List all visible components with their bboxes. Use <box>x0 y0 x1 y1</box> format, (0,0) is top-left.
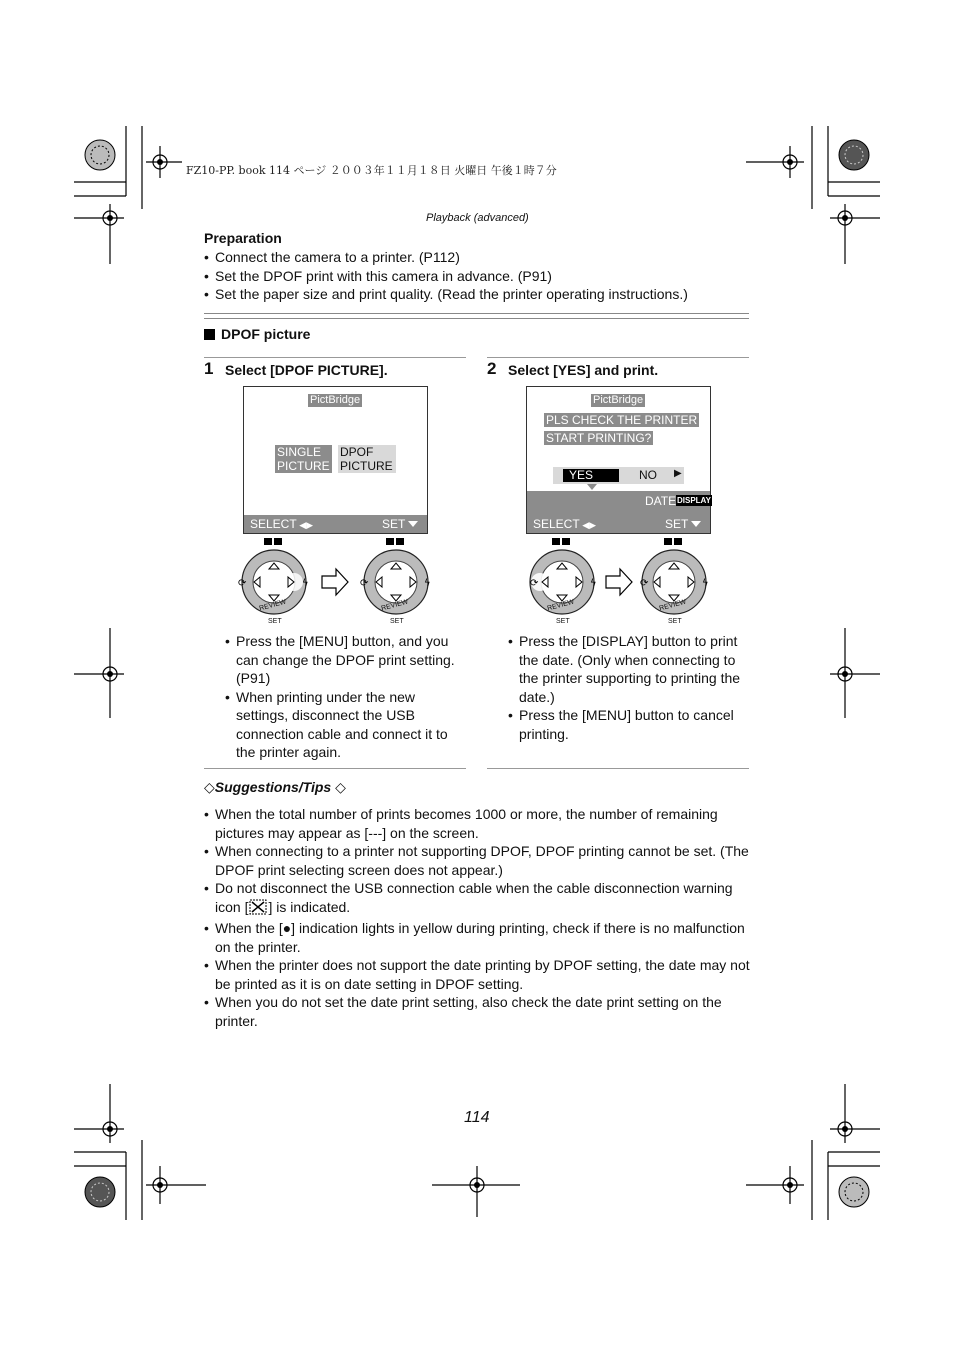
diamond-outline-icon: ◇ <box>204 779 215 795</box>
tips-title: ◇Suggestions/Tips ◇ <box>204 779 346 795</box>
svg-text:ϟ: ϟ <box>590 578 597 589</box>
message-check-printer: PLS CHECK THE PRINTER <box>546 413 698 427</box>
review-label: REVIEW <box>658 598 688 613</box>
review-label: REVIEW <box>258 598 288 613</box>
set-label: SET <box>665 517 701 531</box>
date-label: DATE <box>645 494 677 508</box>
no-option[interactable]: NO <box>639 468 657 482</box>
list-item: • When the total number of prints becomes 1000 or more, the number of remaining pictures may appear as [---] on the screen. <box>204 805 752 842</box>
triangle-right-icon: ▶ <box>674 468 682 479</box>
message-start-printing: START PRINTING? <box>546 431 652 445</box>
triangle-down-icon <box>587 484 597 490</box>
triangle-down-icon <box>691 521 701 527</box>
dial-diagram-step2 <box>524 536 720 630</box>
list-item: • Press the [MENU] button, and you can change the DPOF print setting. (P91) <box>225 632 466 688</box>
set-label: SET <box>390 618 404 625</box>
list-item: • When the [●] indication lights in yellow during printing, check if there is no malfunction on the printer. <box>204 919 752 956</box>
option-single-picture[interactable]: SINGLE PICTURE <box>275 445 332 473</box>
svg-text:ϟ: ϟ <box>424 578 431 589</box>
step-title: Select [YES] and print. <box>508 362 659 378</box>
preparation-title: Preparation <box>204 230 282 246</box>
svg-text:⟳: ⟳ <box>530 578 539 589</box>
step-number: 1 <box>204 359 214 378</box>
step2-notes <box>508 632 749 743</box>
select-label: SELECT ◀▶ <box>250 517 314 531</box>
section-title <box>204 326 310 342</box>
preparation-list <box>204 248 749 304</box>
list-item: • When you do not set the date print setting, also check the date print setting on the printer. <box>204 993 752 1030</box>
set-label: SET <box>556 618 570 625</box>
svg-text:⟳: ⟳ <box>238 578 247 589</box>
arrow-right-icon <box>322 569 348 595</box>
section-title-text: DPOF picture <box>221 326 311 342</box>
list-item: • Do not disconnect the USB connection cable when the cable disconnection warning icon [ ] is indicated. <box>204 879 752 919</box>
select-label: SELECT ◀▶ <box>533 517 597 531</box>
list-item: • Set the DPOF print with this camera in advance. (P91) <box>204 267 749 286</box>
set-label: SET <box>382 517 418 531</box>
list-item: • When the printer does not support the date printing by DPOF setting, the date may not be printed as it is on date setting in DPOF setting. <box>204 956 752 993</box>
screen-bottom-bar <box>527 515 710 533</box>
set-label: SET <box>268 618 282 625</box>
list-item: • Press the [DISPLAY] button to print the date. (Only when connecting to the printer supporting to printing the date.) <box>508 632 749 706</box>
divider <box>204 357 466 358</box>
step-number: 2 <box>487 359 497 378</box>
svg-text:⟳: ⟳ <box>640 578 649 589</box>
dial-diagram-step1 <box>236 536 432 630</box>
divider <box>487 357 749 358</box>
lcd-screen-step2 <box>526 386 711 534</box>
running-head: Playback (advanced) <box>426 212 529 224</box>
date-bar <box>527 491 710 515</box>
list-item: • When printing under the new settings, disconnect the USB connection cable and connect it to the printer again. <box>225 688 466 762</box>
list-item: • Set the paper size and print quality. (Read the printer operating instructions.) <box>204 285 749 304</box>
tips-list <box>204 805 752 1030</box>
triangle-down-icon <box>408 521 418 527</box>
pictbridge-tag: PictBridge <box>310 394 361 406</box>
svg-text:ϟ: ϟ <box>302 578 309 589</box>
left-right-arrows-icon: ◀▶ <box>296 520 314 530</box>
cable-disconnect-warning-icon <box>249 899 267 920</box>
display-button-icon: DISPLAY <box>677 496 711 505</box>
review-label: REVIEW <box>546 598 576 613</box>
set-label: SET <box>668 618 682 625</box>
divider <box>487 768 749 769</box>
yes-option[interactable]: YES <box>563 469 619 482</box>
pictbridge-tag: PictBridge <box>593 394 644 406</box>
lcd-screen-step1 <box>243 386 428 534</box>
step-title: Select [DPOF PICTURE]. <box>225 362 388 378</box>
divider <box>204 313 749 314</box>
square-bullet-icon <box>204 329 215 340</box>
divider <box>204 768 466 769</box>
left-right-arrows-icon: ◀▶ <box>579 520 597 530</box>
list-item: • Press the [MENU] button to cancel printing. <box>508 706 749 743</box>
screen-bottom-bar <box>244 515 427 533</box>
arrow-right-icon <box>606 569 632 595</box>
list-item: • Connect the camera to a printer. (P112) <box>204 248 749 267</box>
option-dpof-picture[interactable]: DPOF PICTURE <box>338 445 396 473</box>
book-info-header: FZ10-PP. book 114 ページ ２００３年１１月１８日 火曜日 午後１時７分 <box>186 164 557 177</box>
review-label: REVIEW <box>380 598 410 613</box>
svg-text:ϟ: ϟ <box>702 578 709 589</box>
list-item: • When connecting to a printer not supporting DPOF, DPOF printing cannot be set. (The DPOF print selecting screen does not appear.) <box>204 842 752 879</box>
page-number: 114 <box>464 1109 490 1126</box>
divider <box>204 318 749 319</box>
diamond-outline-icon: ◇ <box>335 779 346 795</box>
svg-text:⟳: ⟳ <box>360 578 369 589</box>
step1-notes <box>225 632 466 762</box>
yes-no-selector <box>553 467 684 484</box>
